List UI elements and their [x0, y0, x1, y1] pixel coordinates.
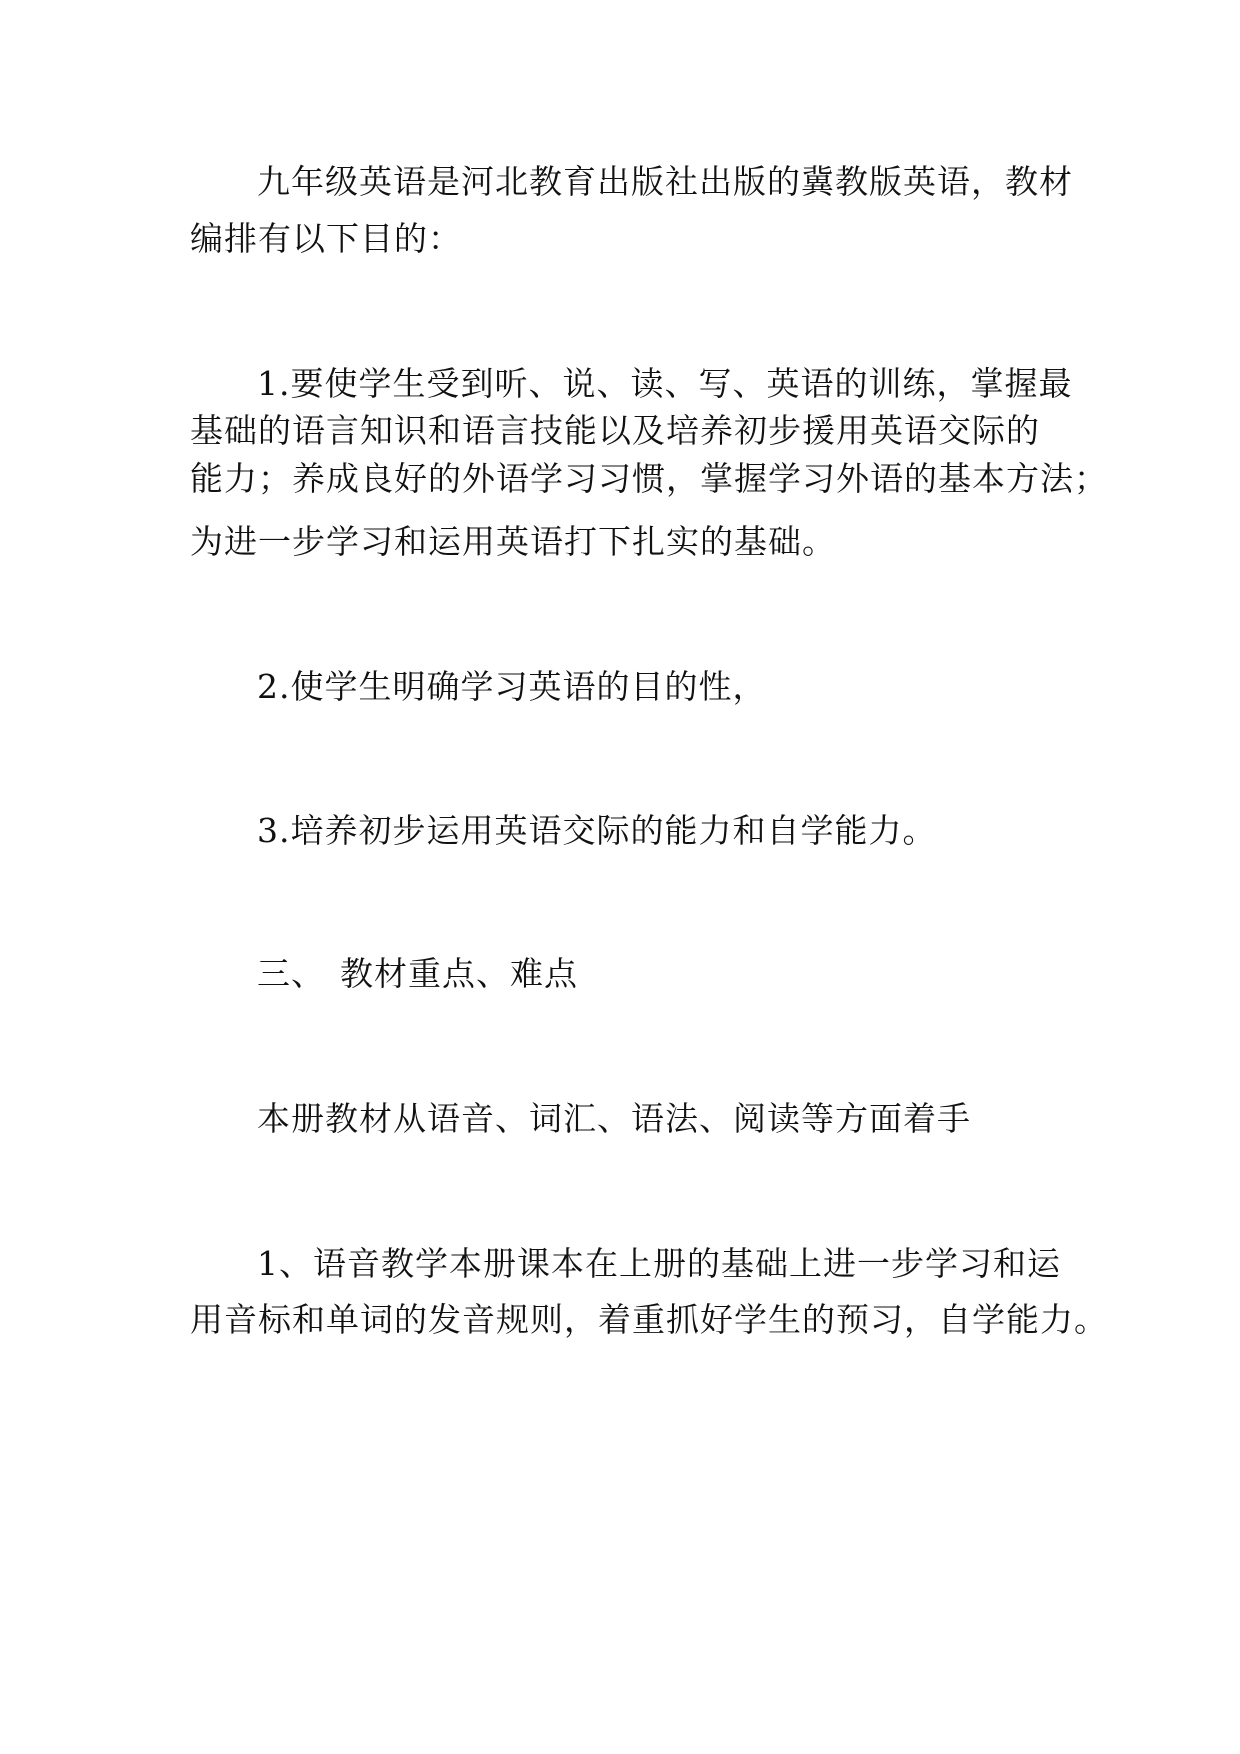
- goal-1-line-4: 为进一步学习和运用英语打下扎实的基础。: [190, 522, 836, 561]
- goal-1-line-1: 1.要使学生受到听、说、读、写、英语的训练，掌握最: [257, 364, 1073, 403]
- item-1-line-2: 用音标和单词的发音规则，着重抓好学生的预习，自学能力。: [190, 1300, 1108, 1339]
- goal-1-line-2: 基础的语言知识和语言技能以及培养初步援用英语交际的: [190, 411, 1040, 450]
- intro-line-2: 编排有以下目的：: [190, 219, 462, 258]
- section-3-number: 三、: [257, 954, 325, 993]
- goal-1-line-3: 能力；养成良好的外语学习习惯，掌握学习外语的基本方法；: [190, 459, 1108, 498]
- goal-3: 3.培养初步运用英语交际的能力和自学能力。: [257, 811, 937, 850]
- section-3-intro: 本册教材从语音、词汇、语法、阅读等方面着手: [257, 1099, 971, 1138]
- item-1-line-1: 1、语音教学本册课本在上册的基础上进一步学习和运: [257, 1244, 1061, 1283]
- goal-2: 2.使学生明确学习英语的目的性，: [257, 667, 767, 706]
- section-3-title: 教材重点、难点: [340, 954, 578, 993]
- intro-line-1: 九年级英语是河北教育出版社出版的冀教版英语，教材: [257, 162, 1073, 201]
